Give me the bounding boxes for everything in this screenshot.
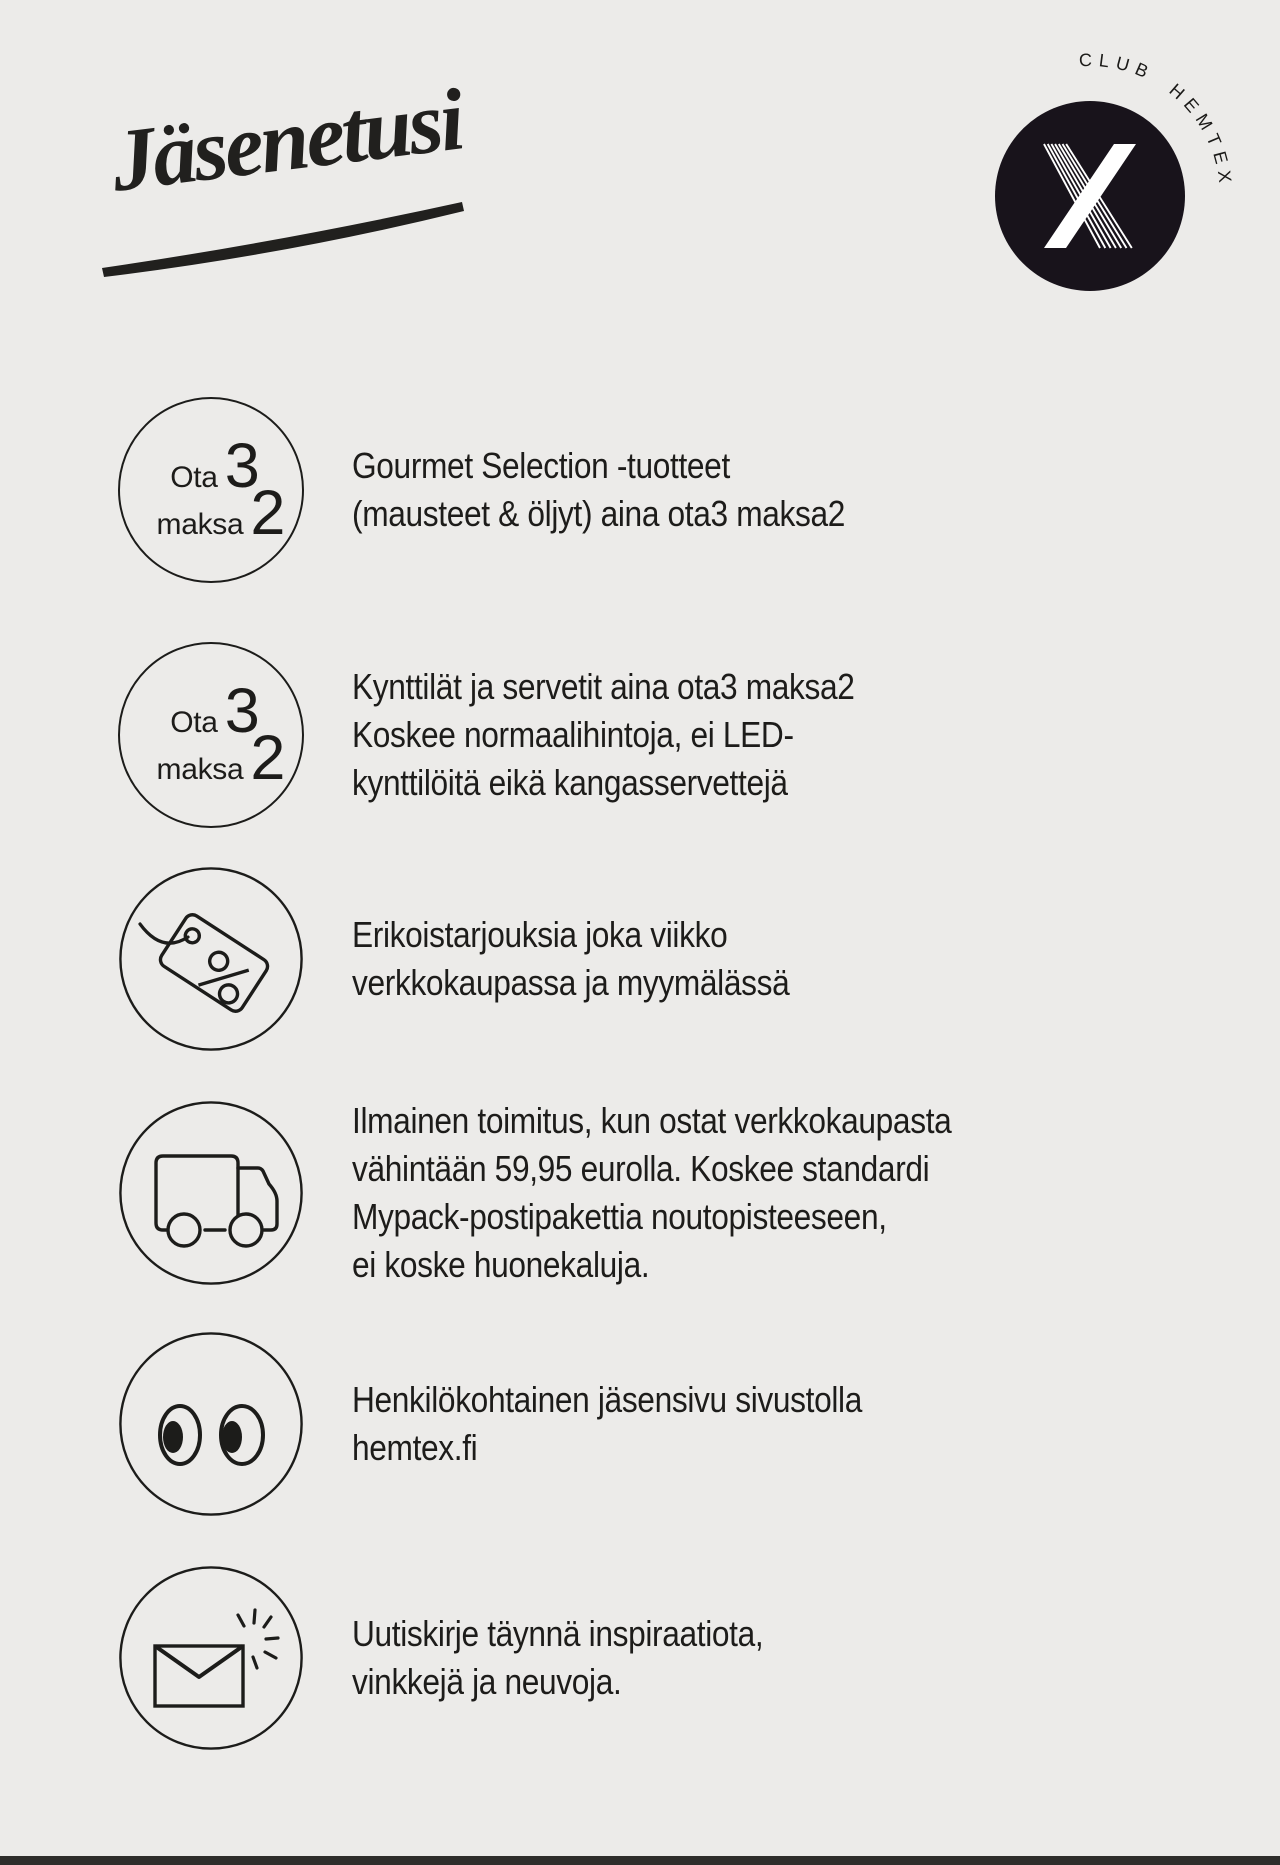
delivery-truck-icon (118, 1100, 304, 1286)
badge-take-quantity: 3 (224, 431, 260, 501)
benefit-line: Koskee normaalihintoja, ei LED- (352, 714, 794, 755)
badge-pay-label: maksa (156, 753, 244, 786)
badge-take-label: Ota (170, 461, 218, 494)
benefit-line: Ilmainen toimitus, kun ostat verkkokaupasta (352, 1100, 952, 1141)
benefit-line: verkkokaupassa ja myymälässä (352, 962, 790, 1003)
benefit-line: Uutiskirje täynnä inspiraatiota, (352, 1613, 764, 1654)
price-tag-icon (118, 866, 304, 1052)
badge-pay-quantity: 2 (250, 723, 286, 793)
benefit-line: hemtex.fi (352, 1427, 478, 1468)
benefit-text (352, 911, 789, 1007)
benefit-text (352, 1097, 951, 1289)
eyes-icon (118, 1331, 304, 1517)
benefit-line: ei koske huonekaluja. (352, 1244, 650, 1285)
ota3-maksa2-badge (147, 431, 286, 548)
benefit-row-gourmet (118, 397, 912, 583)
benefit-line: (mausteet & öljyt) aina ota3 maksa2 (352, 493, 846, 534)
badge-take-quantity: 3 (224, 676, 260, 746)
benefit-row-newsletter (118, 1565, 819, 1751)
benefit-row-delivery (118, 1097, 1033, 1289)
benefit-line: vähintään 59,95 eurolla. Koskee standardi (352, 1148, 930, 1189)
benefit-row-candles (118, 642, 923, 828)
benefit-text (352, 442, 845, 538)
benefit-row-offers (118, 866, 849, 1052)
benefit-line: vinkkejä ja neuvoja. (352, 1661, 622, 1702)
page-title (106, 70, 467, 213)
title-underline-swoosh (100, 198, 468, 280)
ota3-maksa2-badge-icon (118, 397, 304, 583)
ota3-maksa2-badge-icon (118, 642, 304, 828)
club-hemtex-logo (940, 43, 1240, 349)
benefit-line: Mypack-postipakettia noutopisteeseen, (352, 1196, 887, 1237)
benefit-text (352, 663, 855, 807)
benefit-line: Kynttilät ja servetit aina ota3 maksa2 (352, 666, 855, 707)
page-title-text: Jäsenetusi (106, 71, 467, 211)
envelope-icon (118, 1565, 304, 1751)
benefit-text (352, 1610, 763, 1706)
benefit-text (352, 1376, 862, 1472)
benefit-line: Gourmet Selection -tuotteet (352, 445, 730, 486)
logo-arc-text: CLUB HEMTEX (1078, 49, 1237, 191)
ota3-maksa2-badge (147, 676, 286, 793)
badge-take-label: Ota (170, 706, 218, 739)
benefit-line: kynttilöitä eikä kangasservettejä (352, 762, 788, 803)
badge-pay-label: maksa (156, 508, 244, 541)
badge-pay-quantity: 2 (250, 478, 286, 548)
benefit-row-member-page (118, 1331, 932, 1517)
footer-bar (0, 1856, 1280, 1865)
benefit-line: Henkilökohtainen jäsensivu sivustolla (352, 1379, 863, 1420)
benefit-line: Erikoistarjouksia joka viikko (352, 914, 728, 955)
